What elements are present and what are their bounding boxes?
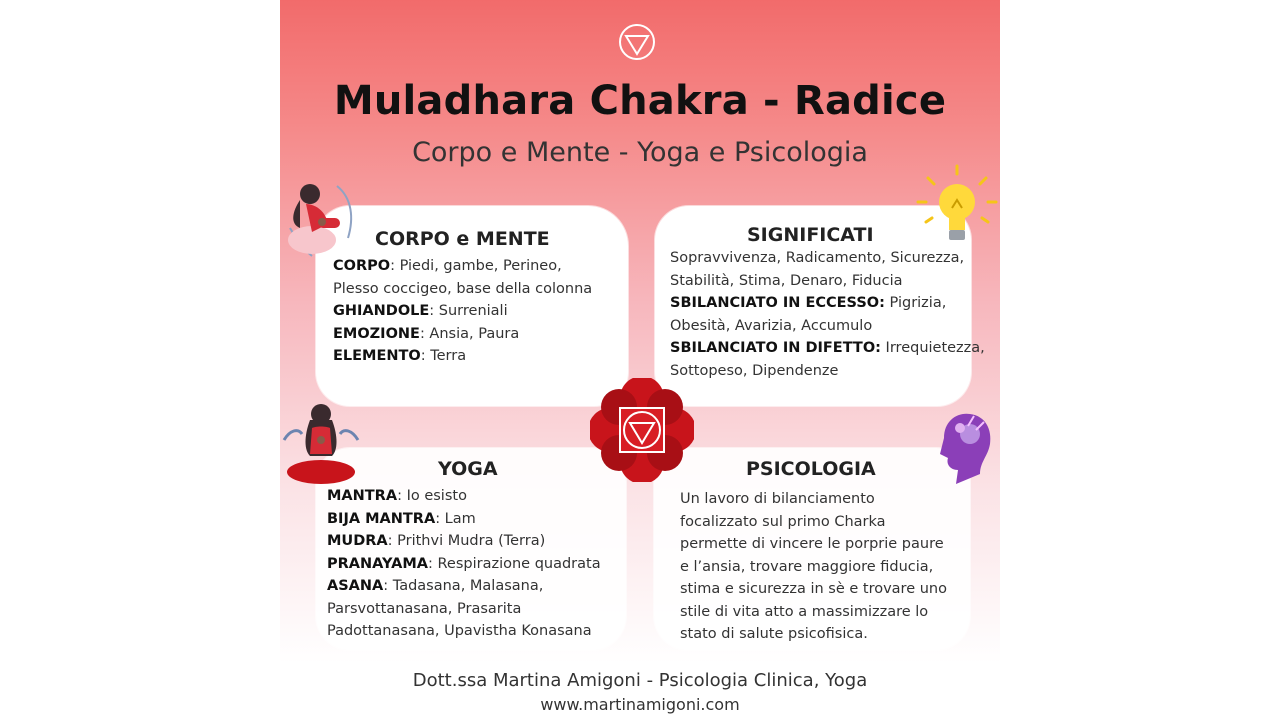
card-title: YOGA: [438, 458, 498, 480]
text-row: stima e sicurezza in sè e trovare uno: [680, 581, 947, 597]
text-row: Un lavoro di bilanciamento: [680, 491, 875, 507]
text-row: PRANAYAMA: Respirazione quadrata: [327, 555, 601, 572]
card-title: SIGNIFICATI: [747, 224, 874, 246]
card-title: PSICOLOGIA: [746, 458, 876, 480]
card-yoga: [316, 448, 626, 650]
text-row: EMOZIONE: Ansia, Paura: [333, 325, 520, 342]
card-body: [333, 255, 592, 368]
text-row: Obesità, Avarizia, Accumulo: [670, 317, 873, 334]
text-row: e l’ansia, trovare maggiore fiducia,: [680, 558, 934, 575]
text-row: MUDRA: Prithvi Mudra (Terra): [327, 533, 546, 549]
text-row: BIJA MANTRA: Lam: [327, 510, 476, 527]
text-row: SBILANCIATO IN DIFETTO: Irrequietezza,: [670, 340, 985, 356]
text-row: SBILANCIATO IN ECCESSO: Pigrizia,: [670, 295, 947, 311]
card-body: [680, 488, 947, 646]
text-row: Stabilità, Stima, Denaro, Fiducia: [670, 272, 903, 289]
text-row: stato di salute psicofisica.: [680, 626, 868, 642]
woman-meditating-illustration: [282, 178, 364, 264]
text-row: Padottanasana, Upavistha Konasana: [327, 623, 592, 639]
text-row: Plesso coccigeo, base della colonna: [333, 280, 593, 297]
card-title: CORPO e MENTE: [375, 228, 550, 250]
text-row: ELEMENTO: Terra: [333, 348, 467, 364]
text-row: CORPO: Piedi, gambe, Perineo,: [333, 258, 562, 274]
footer-author: Dott.ssa Martina Amigoni - Psicologia Clinica, Yoga: [412, 670, 868, 691]
text-row: Sottopeso, Dipendenze: [670, 362, 839, 379]
page-title: Muladhara Chakra - Radice: [333, 78, 947, 124]
text-row: permette di vincere le porprie paure: [680, 536, 944, 552]
card-body: [670, 247, 985, 382]
page-subtitle: Corpo e Mente - Yoga e Psicologia: [412, 137, 868, 168]
text-row: MANTRA: Io esisto: [327, 488, 467, 504]
card-psicologia: [654, 448, 970, 650]
footer-website: www.martinamigoni.com: [540, 695, 740, 714]
woman-lotus-illustration: [280, 400, 362, 490]
lightbulb-icon: [914, 162, 1000, 248]
poster: [280, 0, 1000, 721]
chakra-symbol-icon: [617, 22, 657, 62]
text-row: ASANA: Tadasana, Malasana,: [327, 578, 544, 594]
text-row: stile di vita atto a massimizzare lo: [680, 603, 929, 620]
text-row: focalizzato sul primo Charka: [680, 513, 886, 530]
mind-head-illustration: [930, 408, 996, 488]
red-lotus-chakra-icon: [590, 378, 694, 482]
card-body: [327, 485, 601, 643]
text-row: Sopravvivenza, Radicamento, Sicurezza,: [670, 250, 965, 266]
text-row: GHIANDOLE: Surreniali: [333, 303, 508, 319]
text-row: Parsvottanasana, Prasarita: [327, 600, 522, 617]
